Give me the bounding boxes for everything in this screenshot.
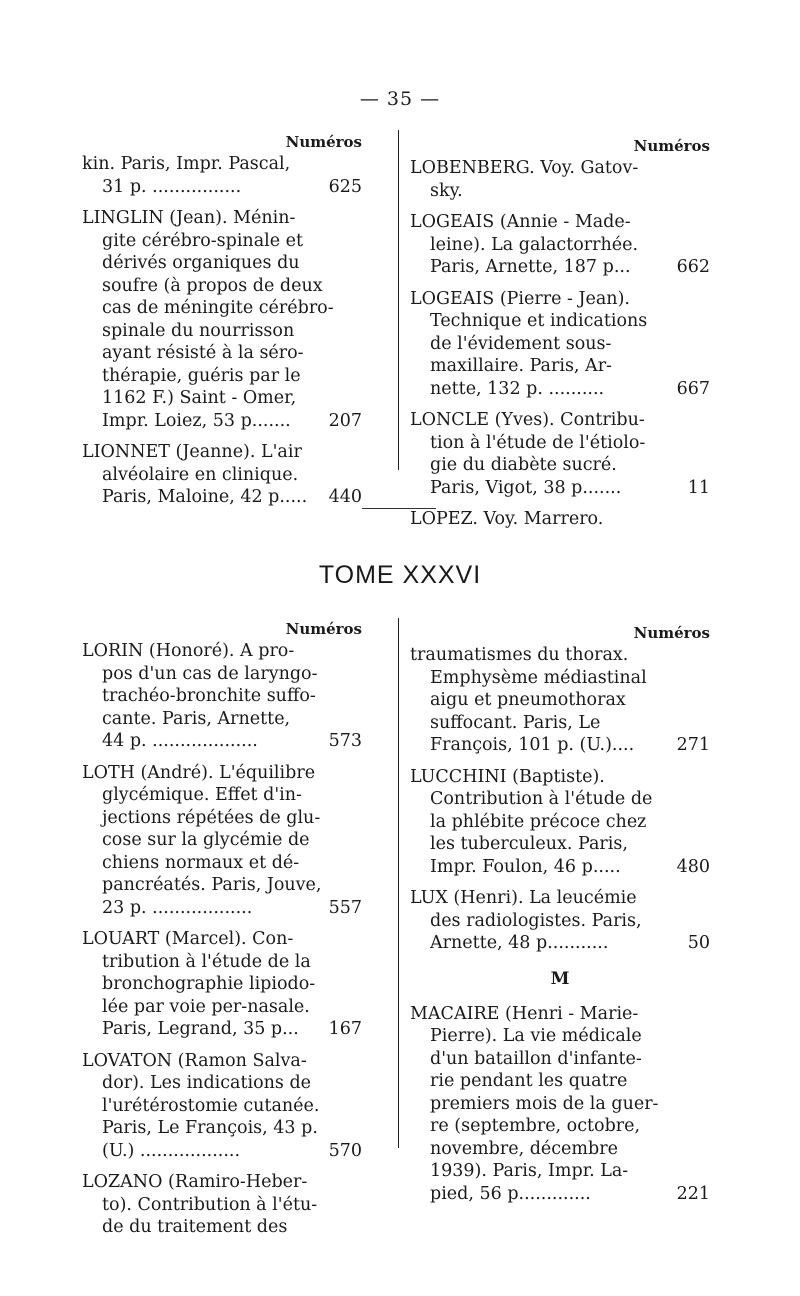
entry-line: alvéolaire en clinique. [102, 464, 299, 485]
bottom-right-column [410, 624, 710, 1214]
entry-line: jections répétées de glu- [102, 807, 321, 828]
index-entry [82, 1171, 362, 1239]
entry-line: aigu et pneumothorax [430, 690, 626, 710]
entry-last-line: Arnette, 48 p........... [430, 933, 609, 953]
numeros-header: Numéros [633, 137, 710, 155]
entry-line: MACAIRE (Henri - Marie- [410, 1003, 639, 1024]
entry-line: Paris, Le François, 43 p. [102, 1118, 318, 1138]
entry-line: spinale du nourrisson [102, 320, 295, 341]
entry-line: Contribution à l'étude de [430, 789, 653, 809]
entry-last-line: Paris, Arnette, 187 p... [430, 257, 631, 277]
entry-line: LOVATON (Ramon Salva- [82, 1050, 307, 1071]
tome-title: TOME XXXVI [318, 561, 482, 589]
entry-line: re (septembre, octobre, [430, 1116, 641, 1136]
entry-line: tion à l'étude de l'étiolo- [430, 432, 646, 453]
entry-last-line: Impr. Loiez, 53 p....... [102, 410, 291, 431]
entry-number: 271 [676, 735, 710, 755]
entry-line: novembre, décembre [430, 1138, 618, 1159]
top-left-column [82, 133, 362, 518]
index-entry [410, 887, 710, 955]
entry-last-line: 23 p. .................. [102, 897, 253, 918]
index-entry [410, 288, 710, 401]
numeros-header: Numéros [285, 133, 362, 151]
top-right-column [410, 137, 710, 540]
entry-number: 221 [676, 1183, 710, 1204]
entry-line: les tuberculeux. Paris, [430, 834, 628, 854]
entry-line: cose sur la glycémie de [102, 830, 310, 850]
entry-line: lée par voie per-nasale. [102, 996, 310, 1017]
entry-number: 207 [328, 410, 362, 431]
entry-line: 1939). Paris, Impr. La- [430, 1161, 629, 1181]
entry-line: LOGEAIS (Pierre - Jean). [410, 288, 630, 309]
entry-line: pancréatés. Paris, Jouve, [102, 875, 322, 895]
index-entry [410, 1003, 710, 1206]
entry-line: thérapie, guéris par le [102, 365, 301, 386]
index-entry [82, 928, 362, 1041]
entry-line: LOUART (Marcel). Con- [82, 929, 294, 949]
entry-line: sky. [430, 180, 463, 201]
index-entry [82, 441, 362, 509]
entry-number: 570 [328, 1140, 362, 1161]
entry-line: pos d'un cas de laryngo- [102, 663, 318, 684]
entry-line: chiens normaux et dé- [102, 852, 300, 873]
entry-last-line: pied, 56 p............. [430, 1183, 591, 1204]
entry-last-line: 31 p. ................ [102, 176, 242, 197]
column-rule-top [398, 130, 399, 470]
entry-line: tribution à l'étude de la [102, 951, 311, 972]
index-entry [82, 207, 362, 432]
entry-last-line: Impr. Foulon, 46 p..... [430, 856, 621, 877]
entry-line: to). Contribution à l'étu- [102, 1194, 318, 1215]
entry-last-line: nette, 132 p. .......... [430, 378, 605, 399]
entry-last-line: (U.) .................. [102, 1140, 241, 1161]
entry-line: rie pendant les quatre [430, 1071, 628, 1091]
entry-line: LUCCHINI (Baptiste). [410, 766, 605, 787]
index-entry [410, 644, 710, 757]
entry-number: 440 [328, 487, 362, 507]
entry-line: LOZANO (Ramiro-Heber- [82, 1172, 308, 1192]
entry-last-line: 44 p. ................... [102, 731, 258, 751]
entry-number: 573 [328, 731, 362, 751]
index-entry [410, 409, 710, 499]
entry-number: 480 [676, 856, 710, 877]
index-entry [82, 762, 362, 920]
entry-line: Emphysème médiastinal [430, 667, 647, 688]
entry-number: 557 [328, 897, 362, 918]
numeros-header: Numéros [285, 620, 362, 638]
letter-heading: M [550, 968, 570, 989]
bottom-left-column [82, 620, 362, 1248]
entry-line: LIONNET (Jeanne). L'air [82, 442, 302, 462]
entry-line: Pierre). La vie médicale [430, 1026, 642, 1046]
index-entry [410, 508, 710, 531]
entry-line: kin. Paris, Impr. Pascal, [82, 154, 291, 174]
entry-line: l'urétérostomie cutanée. [102, 1095, 320, 1116]
index-entry [82, 640, 362, 753]
entry-line: LOPEZ. Voy. Marrero. [410, 509, 604, 529]
entry-line: trachéo-bronchite suffo- [102, 686, 316, 706]
entry-number: 50 [687, 933, 710, 953]
entry-line: traumatismes du thorax. [410, 645, 629, 665]
entry-line: 1162 F.) Saint - Omer, [102, 388, 297, 408]
entry-line: d'un bataillon d'infante- [430, 1048, 642, 1069]
entry-line: glycémique. Effet d'in- [102, 785, 302, 805]
numeros-header: Numéros [633, 624, 710, 642]
entry-last-line: François, 101 p. (U.).... [430, 735, 635, 755]
index-entry [82, 1050, 362, 1163]
entry-line: des radiologistes. Paris, [430, 910, 642, 931]
index-entry [410, 211, 710, 279]
entry-line: premiers mois de la guer- [430, 1093, 659, 1114]
entry-number: 167 [328, 1019, 362, 1039]
entry-line: LOGEAIS (Annie - Made- [410, 212, 631, 232]
entry-line: LONCLE (Yves). Contribu- [410, 410, 645, 430]
entry-line: cante. Paris, Arnette, [102, 708, 291, 729]
entry-line: soufre (à propos de deux [102, 275, 323, 296]
index-entry [82, 153, 362, 198]
entry-last-line: Paris, Vigot, 38 p....... [430, 477, 622, 498]
entry-line: ayant résisté à la séro- [102, 343, 304, 363]
entry-line: gie du diabète sucré. [430, 455, 617, 475]
column-rule-bottom [398, 618, 399, 1148]
entry-line: cas de méningite cérébro- [102, 298, 334, 318]
index-entry [410, 766, 710, 879]
entry-line: LORIN (Honoré). A pro- [82, 641, 295, 661]
entry-number: 625 [328, 176, 362, 197]
page-number: — 35 — [359, 88, 441, 110]
entry-line: la phlébite précoce chez [430, 811, 647, 832]
entry-line: maxillaire. Paris, Ar- [430, 356, 612, 376]
entry-number: 11 [687, 477, 710, 498]
entry-last-line: Paris, Legrand, 35 p... [102, 1019, 299, 1039]
entry-line: bronchographie lipiodo- [102, 974, 316, 994]
entry-line: LOBENBERG. Voy. Gatov- [410, 158, 639, 178]
entry-line: LINGLIN (Jean). Ménin- [82, 208, 296, 228]
entry-line: de du traitement des [102, 1217, 288, 1237]
entry-line: LUX (Henri). La leucémie [410, 888, 637, 908]
entry-line: Technique et indications [430, 311, 648, 331]
entry-line: leine). La galactorrhée. [430, 234, 639, 255]
entry-line: dor). Les indications de [102, 1073, 312, 1093]
entry-number: 662 [676, 257, 710, 277]
entry-line: suffocant. Paris, Le [430, 712, 601, 733]
entry-number: 667 [676, 378, 710, 399]
index-entry [410, 157, 710, 202]
entry-line: LOTH (André). L'équilibre [82, 762, 316, 783]
entry-line: de l'évidement sous- [430, 333, 612, 354]
entry-last-line: Paris, Maloine, 42 p..... [102, 487, 308, 507]
entry-line: dérivés organiques du [102, 253, 300, 273]
entry-line: gite cérébro-spinale et [102, 230, 304, 251]
section-divider [362, 508, 436, 509]
